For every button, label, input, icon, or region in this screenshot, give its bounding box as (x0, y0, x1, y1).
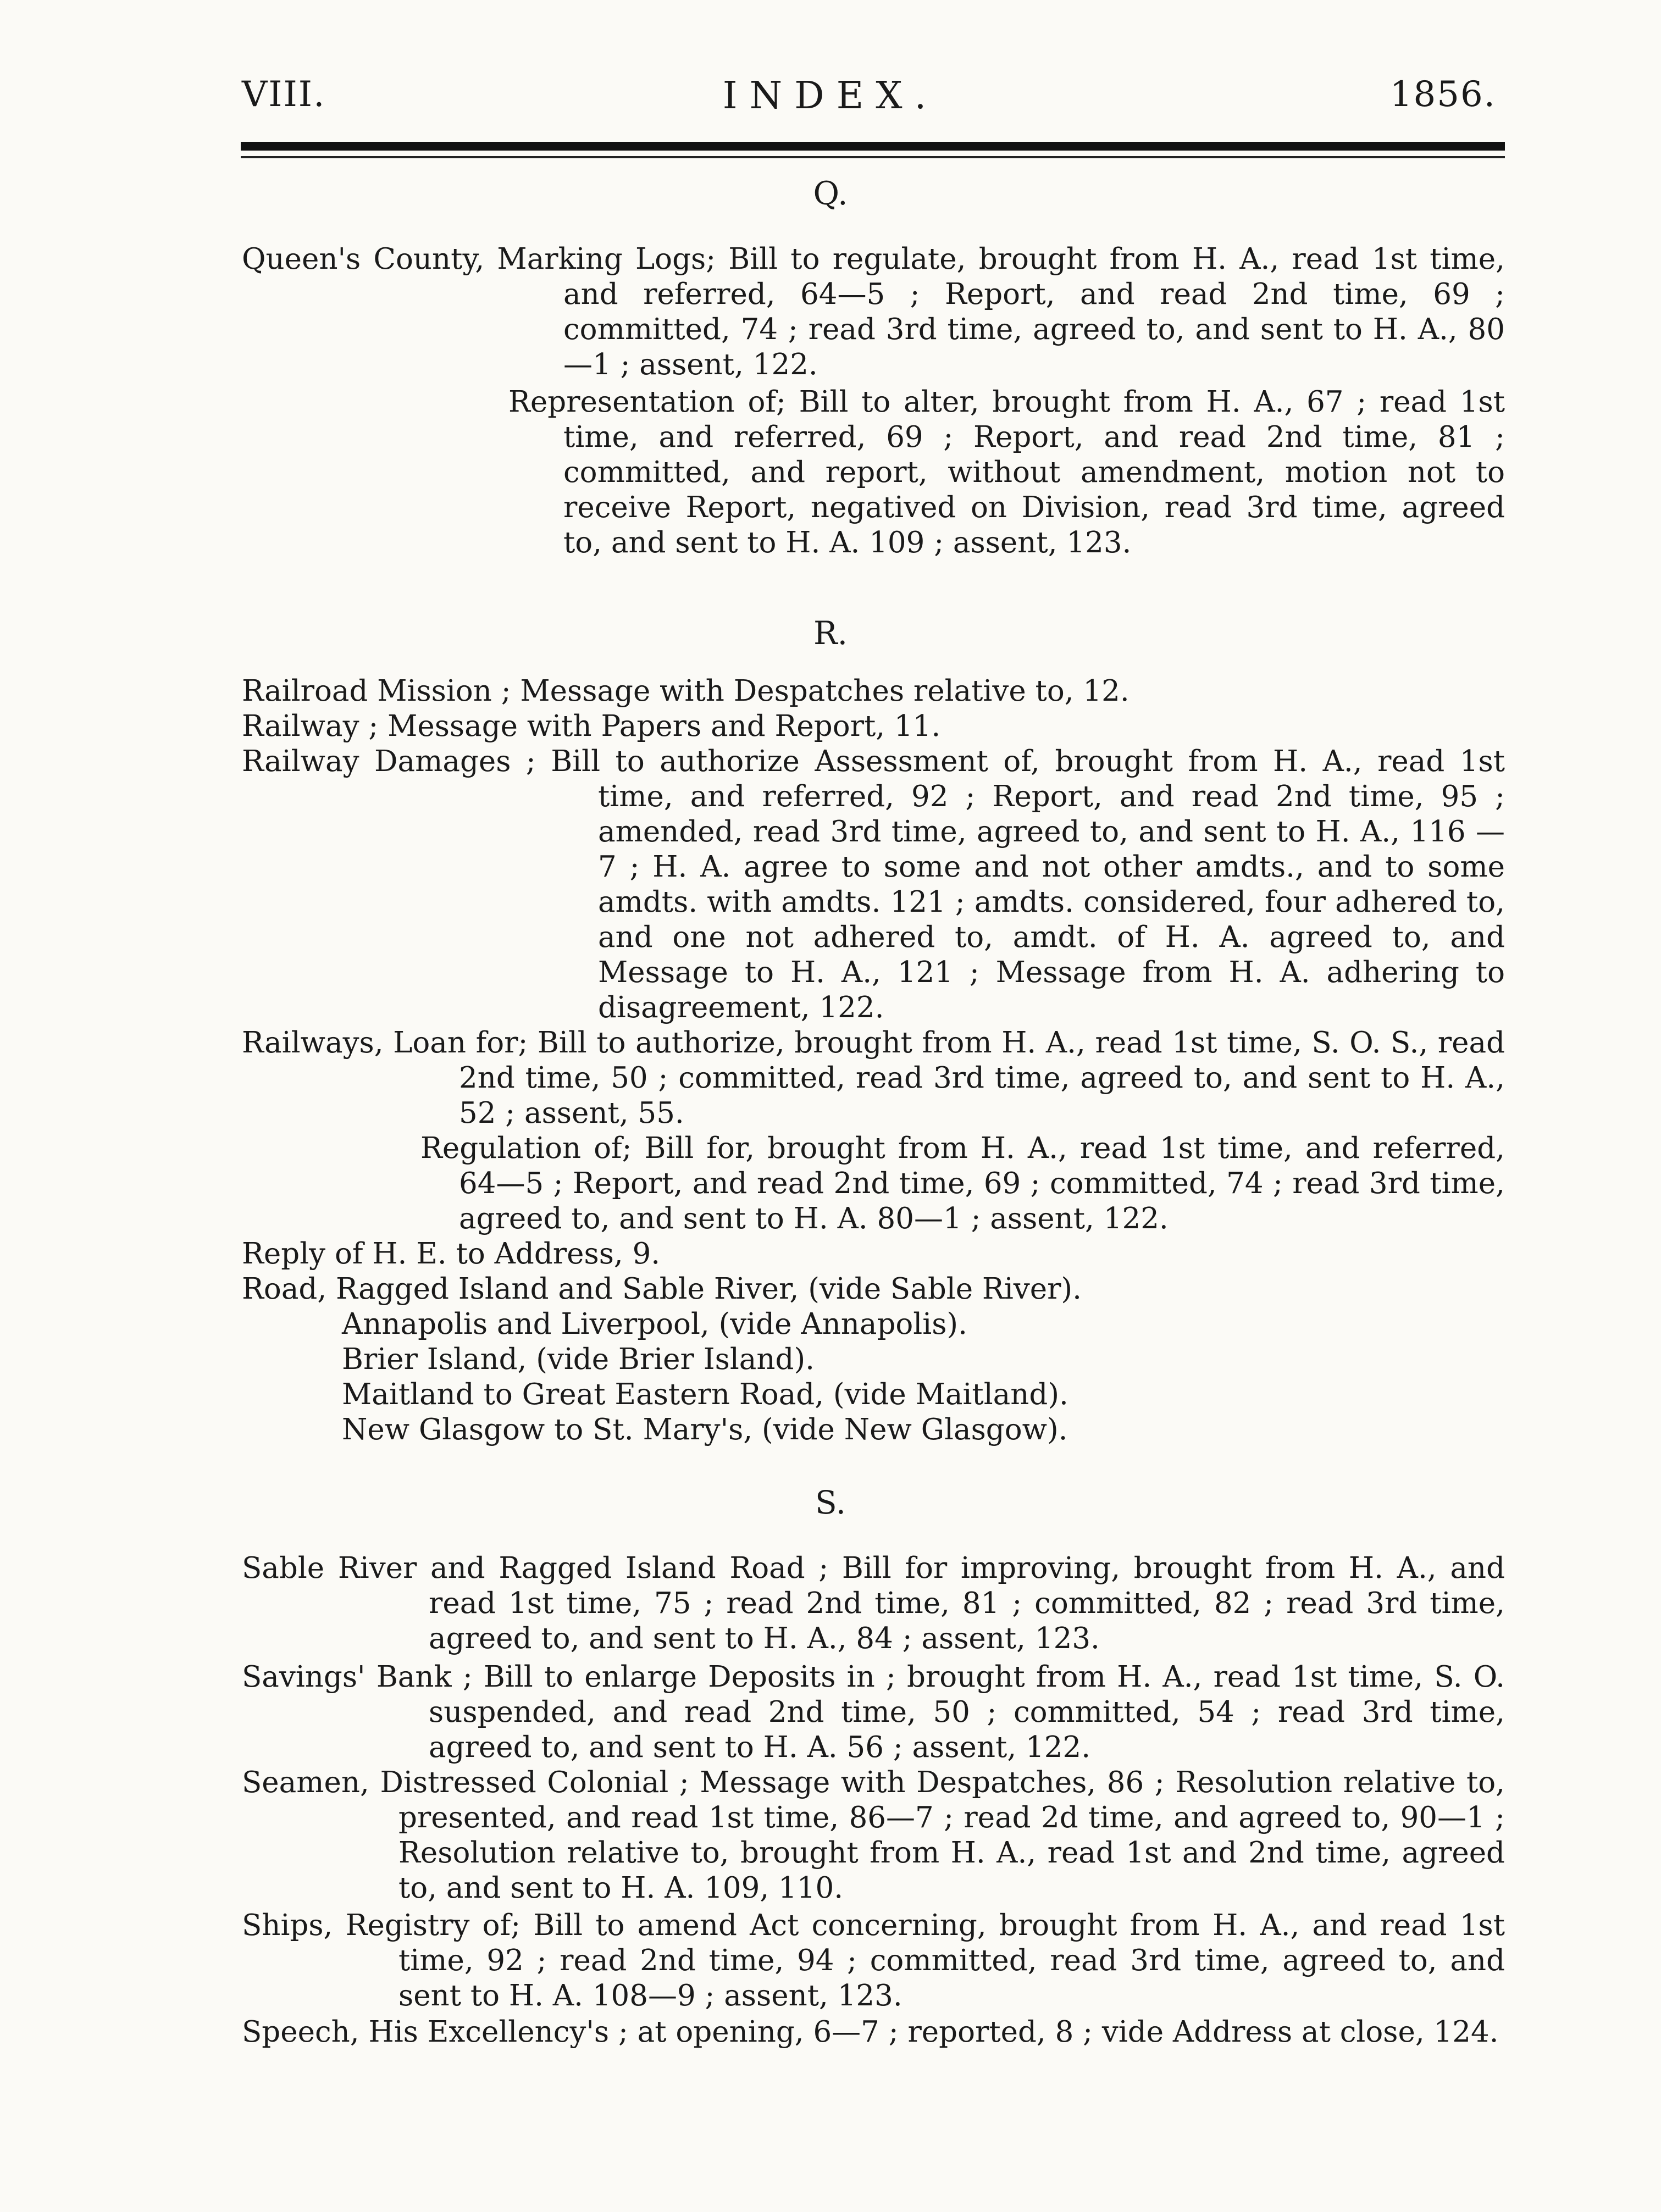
index-entry: New Glasgow to St. Mary's, (vide New Glasgow). (342, 1413, 1068, 1446)
section-letter-q: Q. (813, 175, 848, 212)
page-number: VIII. (242, 74, 326, 115)
index-entry: Railroad Mission ; Message with Despatches relative to, 12. (242, 674, 1130, 708)
page-title: INDEX. (722, 74, 939, 118)
index-entry: Seamen, Distressed Colonial ; Message with Despatches, 86 ; Resolution relative to, presented, and read 1st time, 86—7 ; read 2d time, and agreed to, 90—1 ; Resolution relative to, brought from H. A., read 1st and 2nd time, agreed to, and sent to H. A. 109, 110. (242, 1766, 1505, 1905)
index-entry: Representation of; Bill to alter, brought from H. A., 67 ; read 1st time, and referred, 69 ; Report, and read 2nd time, 81 ; committed, and report, without amendment, motion not to receive Report, negatived on Division, read 3rd time, agreed to, and sent to H. A. 109 ; assent, 123. (508, 385, 1505, 559)
index-entry: Brier Island, (vide Brier Island). (342, 1343, 815, 1376)
index-entry: Savings' Bank ; Bill to enlarge Deposits in ; brought from H. A., read 1st time, S. O. suspended, and read 2nd time, 50 ; committed, 54 ; read 3rd time, agreed to, and sent to H. A. 56 ; assent, 122. (242, 1660, 1505, 1764)
section-letter-s: S. (815, 1484, 846, 1521)
header-rule-thin (241, 156, 1505, 158)
index-entry: Railway ; Message with Papers and Report, 11. (242, 709, 941, 743)
header-rule (241, 142, 1505, 151)
index-entry: Ships, Registry of; Bill to amend Act concerning, brought from H. A., and read 1st time, 92 ; read 2nd time, 94 ; committed, read 3rd time, agreed to, and sent to H. A. 108—9 ; assent, 123. (242, 1909, 1505, 2013)
index-entry: Railways, Loan for; Bill to authorize, brought from H. A., read 1st time, S. O. S., read 2nd time, 50 ; committed, read 3rd time, agreed to, and sent to H. A., 52 ; assent, 55. (242, 1026, 1505, 1130)
index-entry: Annapolis and Liverpool, (vide Annapolis). (342, 1307, 967, 1341)
index-entry: Maitland to Great Eastern Road, (vide Maitland). (342, 1378, 1068, 1411)
index-entry: Queen's County, Marking Logs; Bill to regulate, brought from H. A., read 1st time, and referred, 64—5 ; Report, and read 2nd time, 69 ; committed, 74 ; read 3rd time, agreed to, and sent to H. A., 80—1 ; assent, 122. (242, 242, 1505, 381)
index-entry: Road, Ragged Island and Sable River, (vide Sable River). (242, 1272, 1082, 1306)
index-entry: Reply of H. E. to Address, 9. (242, 1237, 661, 1271)
section-letter-r: R. (813, 614, 848, 652)
page-year: 1856. (1389, 74, 1496, 115)
index-entry: Speech, His Excellency's ; at opening, 6—7 ; reported, 8 ; vide Address at close, 124. (242, 2015, 1499, 2049)
index-entry: Railway Damages ; Bill to authorize Assessment of, brought from H. A., read 1st time, and referred, 92 ; Report, and read 2nd time, 95 ; amended, read 3rd time, agreed to, and sent to H. A., 116 —7 ; H. A. agree to some and not other amdts., and to some amdts. with amdts. 121 ; amdts. considered, four adhered to, and one not adhered to, amdt. of H. A. agreed to, and Message to H. A., 121 ; Message from H. A. adhering to disagreement, 122. (242, 745, 1505, 1024)
index-entry: Sable River and Ragged Island Road ; Bill for improving, brought from H. A., and read 1st time, 75 ; read 2nd time, 81 ; committed, 82 ; read 3rd time, agreed to, and sent to H. A., 84 ; assent, 123. (242, 1551, 1505, 1655)
index-entry: Regulation of; Bill for, brought from H. A., read 1st time, and referred, 64—5 ; Report, and read 2nd time, 69 ; committed, 74 ; read 3rd time, agreed to, and sent to H. A. 80—1 ; assent, 122. (420, 1132, 1505, 1235)
